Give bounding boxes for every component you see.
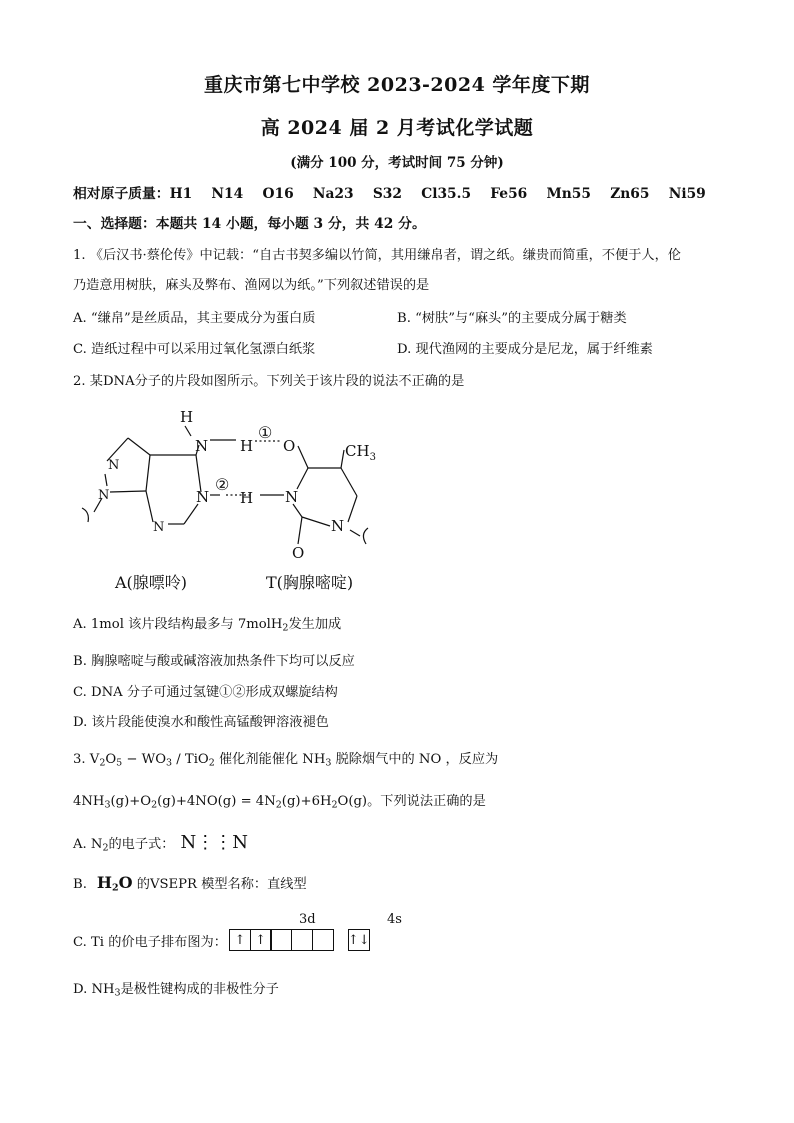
- q3-option-b[interactable]: B. $H_2O$ 的VSEPR 模型名称：直线型: [73, 873, 307, 894]
- atom-n-thymine-3: N: [285, 488, 299, 506]
- q3-option-c[interactable]: C. Ti 的价电子排布图为： ↑ ↑ ↑↓: [73, 929, 370, 951]
- q3-option-a[interactable]: A. $N_2$的电子式： N⋮⋮N: [73, 832, 248, 854]
- atom-h-bond1: H: [240, 437, 254, 455]
- orbital-box: [270, 929, 292, 951]
- orbital-label-3d: 3d: [299, 912, 316, 927]
- atomic-mass-line: 相对原子质量：H1 N14 O16 Na23 S32 Cl35.5 Fe56 Mn55 Zn65 Ni59: [73, 186, 706, 202]
- caption-thymine: T(胸腺嘧啶): [266, 573, 354, 592]
- school-title: 重庆市第七中学校 2023-2024 学年度下期: [204, 74, 590, 96]
- caption-adenine: A(腺嘌呤): [115, 573, 188, 592]
- q3-equation: $4NH_3(g)+O_2(g)+4NO(g) = 4N_2(g)+6H_2O(g)$。下列说法正确的是: [73, 794, 486, 811]
- q1-stem-line1: 1. 《后汉书·蔡伦传》中记载：“自古书契多编以竹简，其用缣帛者，谓之纸。缣贵而简重，不便于人，伦: [73, 248, 681, 263]
- orbital-box: ↑: [250, 929, 272, 951]
- q1-option-a[interactable]: A. “缣帛”是丝质品，其主要成分为蛋白质: [73, 311, 316, 326]
- atom-o-bottom: O: [292, 544, 305, 562]
- q2-option-a[interactable]: A. 1mol 该片段结构最多与 7molH$_2$发生加成: [73, 617, 342, 634]
- q2-option-c[interactable]: C. DNA 分子可通过氢键①②形成双螺旋结构: [73, 685, 338, 700]
- q3-stem: 3. $V_2O_5 - WO_3 / TiO_2$ 催化剂能催化 $NH_3$ 脱除烟气中的 NO ，反应为: [73, 752, 499, 769]
- orbital-box: [291, 929, 313, 951]
- atom-o-top: O: [283, 437, 296, 455]
- exam-info: (满分 100 分，考试时间 75 分钟): [290, 155, 504, 171]
- orbital-box: ↑↓: [348, 929, 370, 951]
- section-heading: 一、选择题：本题共 14 小题，每小题 3 分，共 42 分。: [73, 216, 426, 232]
- hbond-1-marker: ①: [258, 423, 273, 442]
- atom-n-bond2: N: [196, 488, 210, 506]
- orbital-3d-boxes: [229, 929, 334, 951]
- q2-stem: 2. 某DNA分子的片段如图所示。下列关于该片段的说法不正确的是: [73, 374, 465, 389]
- q1-option-d[interactable]: D. 现代渔网的主要成分是尼龙，属于纤维素: [397, 342, 653, 357]
- orbital-label-4s: 4s: [387, 912, 402, 927]
- atom-n-glycosidic: N: [98, 488, 110, 503]
- hbond-2-marker: ②: [215, 475, 230, 494]
- n2-electron-formula: N⋮⋮N: [180, 832, 248, 853]
- atom-n-thymine-1: N: [331, 517, 345, 535]
- dna-fragment-diagram: [70, 398, 400, 598]
- orbital-4s-boxes: [348, 929, 370, 951]
- q1-option-b[interactable]: B. “树肤”与“麻头”的主要成分属于糖类: [397, 311, 627, 326]
- atom-h-amine: H: [180, 408, 194, 426]
- atom-h-bond2: H: [240, 489, 254, 507]
- q3-option-d[interactable]: D. $NH_3$是极性键构成的非极性分子: [73, 982, 279, 999]
- ch3-label: $CH_3$: [345, 442, 376, 463]
- q2-option-b[interactable]: B. 胸腺嘧啶与酸或碱溶液加热条件下均可以反应: [73, 654, 355, 669]
- q1-stem-line2: 乃造意用树肤，麻头及弊布、渔网以为纸。”下列叙述错误的是: [73, 278, 430, 293]
- orbital-box: [312, 929, 334, 951]
- atom-n-bottom: N: [153, 520, 165, 535]
- atom-n-amine: N: [195, 437, 209, 455]
- atom-n-five-ring: N: [108, 458, 120, 473]
- exam-title: 高 2024 届 2 月考试化学试题: [260, 117, 534, 139]
- orbital-box: ↑: [229, 929, 251, 951]
- q1-option-c[interactable]: C. 造纸过程中可以采用过氧化氢漂白纸浆: [73, 342, 316, 357]
- q2-option-d[interactable]: D. 该片段能使溴水和酸性高锰酸钾溶液褪色: [73, 715, 329, 730]
